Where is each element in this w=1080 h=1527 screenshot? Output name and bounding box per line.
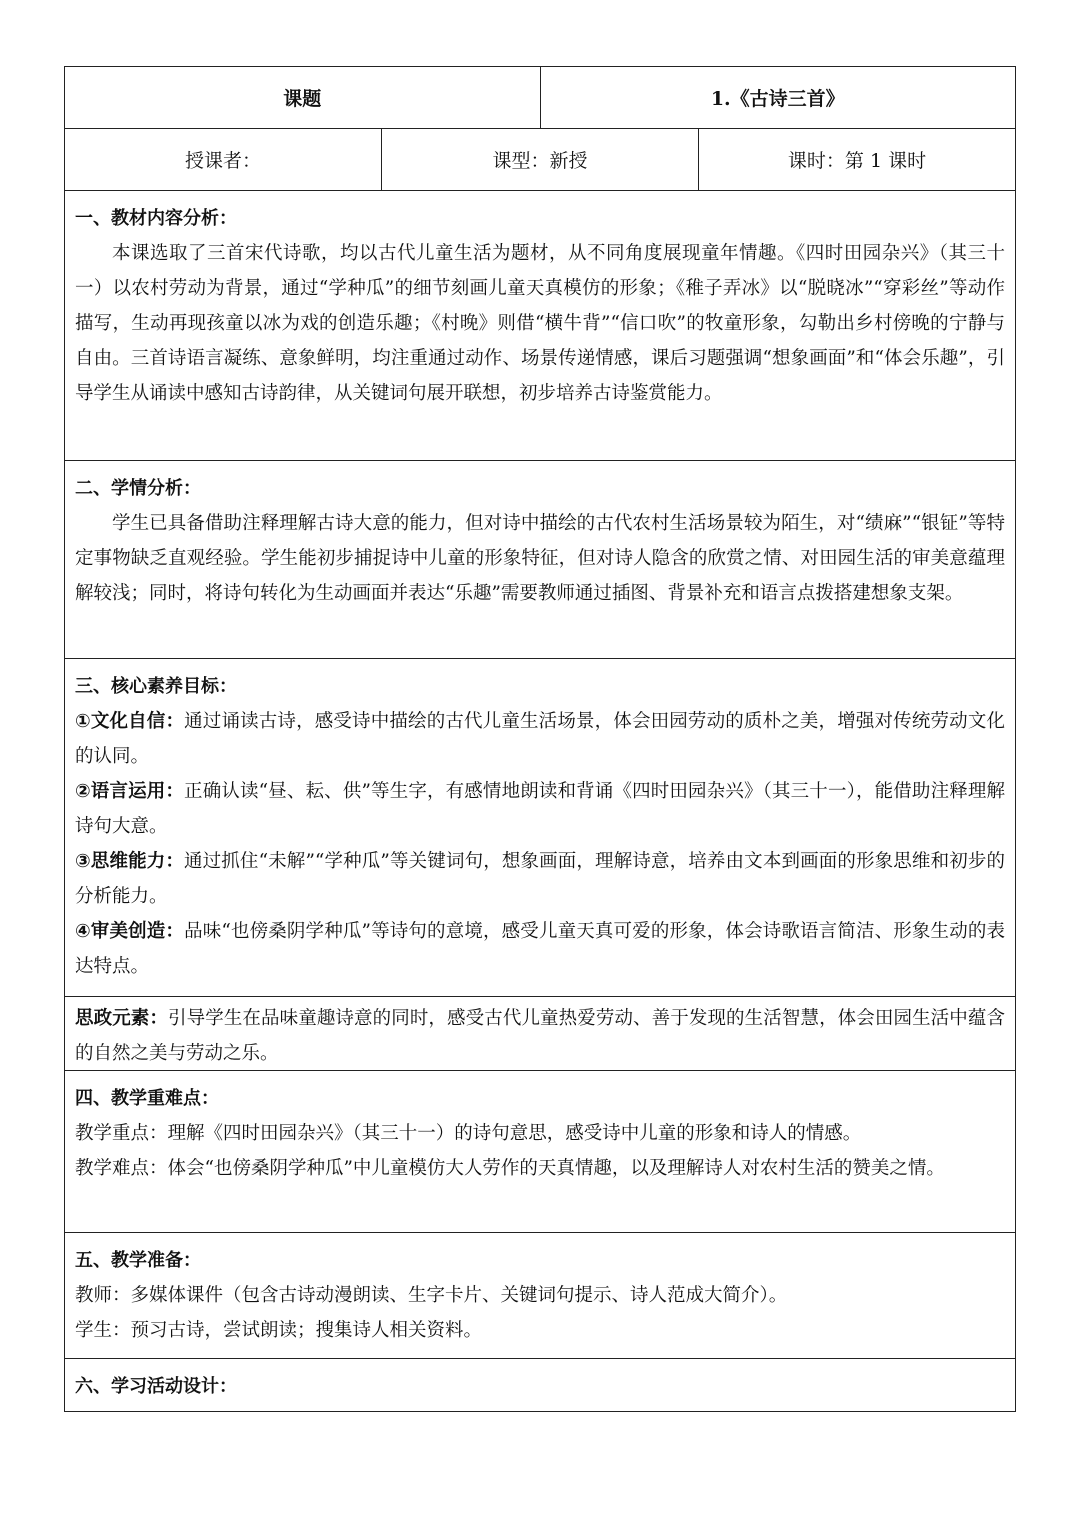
goal-text: 通过诵读古诗，感受诗中描绘的古代儿童生活场景，体会田园劳动的质朴之美，增强对传统劳动文化的认同。	[75, 711, 1005, 767]
goal-text: 通过抓住“未解”“学种瓜”等关键词句，想象画面，理解诗意，培养由文本到画面的形象思维和初步的分析能力。	[75, 851, 1005, 907]
section-title: 三、核心素养目标：	[75, 676, 237, 697]
goal-label: ①文化自信：	[75, 711, 185, 732]
section-title: 二、学情分析：	[75, 478, 201, 499]
lesson-period: 课时：第 1 课时	[698, 129, 1015, 190]
topic-value: 1.《古诗三首》	[540, 67, 1016, 128]
section-core-goals	[65, 659, 1015, 997]
section-student-analysis	[65, 461, 1015, 659]
goal-item	[75, 844, 1005, 914]
section-text: 本课选取了三首宋代诗歌，均以古代儿童生活为题材，从不同角度展现童年情趣。《四时田园杂兴》（其三十一）以农村劳动为背景，通过“学种瓜”的细节刻画儿童天真模仿的形象；《稚子弄冰》以“脱晓冰”“穿彩丝”等动作描写，生动再现孩童以冰为戏的创造乐趣；《村晚》则借“横牛背”“信口吹”的牧童形象，勾勒出乡村傍晚的宁静与自由。三首诗语言凝练、意象鲜明，均注重通过动作、场景传递情感，课后习题强调“想象画面”和“体会乐趣”，引导学生从诵读中感知古诗韵律，从关键词句展开联想，初步培养古诗鉴赏能力。	[75, 243, 1005, 404]
section-text: 学生已具备借助注释理解古诗大意的能力，但对诗中描绘的古代农村生活场景较为陌生，对“绩麻”“银钲”等特定事物缺乏直观经验。学生能初步捕捉诗中儿童的形象特征，但对诗人隐含的欣赏之情、对田园生活的审美意蕴理解较浅；同时，将诗句转化为生动画面并表达“乐趣”需要教师通过插图、背景补充和语言点拨搭建想象支架。	[75, 513, 1005, 604]
ideological-line	[75, 1001, 1005, 1071]
topic-row	[65, 67, 1015, 129]
section-preparation	[65, 1233, 1015, 1359]
section-key-points	[65, 1071, 1015, 1233]
section-title: 四、教学重难点：	[75, 1088, 219, 1109]
ideological-label: 思政元素：	[75, 1008, 169, 1029]
section-material-analysis	[65, 191, 1015, 461]
goal-item	[75, 704, 1005, 774]
teacher-prep: 教师：多媒体课件（包含古诗动漫朗读、生字卡片、关键词句提示、诗人范成大简介）。	[75, 1285, 788, 1306]
goal-text: 正确认读“昼、耘、供”等生字，有感情地朗读和背诵《四时田园杂兴》（其三十一），能借助注释理解诗句大意。	[75, 781, 1006, 837]
ideological-text: 引导学生在品味童趣诗意的同时，感受古代儿童热爱劳动、善于发现的生活智慧，体会田园生活中蕴含的自然之美与劳动之乐。	[75, 1008, 1005, 1064]
section-activity-design	[65, 1359, 1015, 1411]
goal-label: ③思维能力：	[75, 851, 185, 872]
goal-item	[75, 914, 1005, 984]
goal-label: ②语言运用：	[75, 781, 185, 802]
section-ideological-elements	[65, 997, 1015, 1071]
section-title: 一、教材内容分析：	[75, 208, 237, 229]
teacher-label: 授课者：	[184, 150, 261, 172]
goal-item	[75, 774, 1005, 844]
section-title: 五、教学准备：	[75, 1250, 201, 1271]
topic-label: 课题	[283, 88, 322, 110]
student-prep: 学生：预习古诗，尝试朗读；搜集诗人相关资料。	[75, 1320, 483, 1341]
section-title: 六、学习活动设计：	[75, 1376, 237, 1397]
key-point: 教学重点：理解《四时田园杂兴》（其三十一）的诗句意思，感受诗中儿童的形象和诗人的情感。	[75, 1123, 862, 1144]
difficult-point: 教学难点：体会“也傍桑阴学种瓜”中儿童模仿大人劳作的天真情趣，以及理解诗人对农村生活的赞美之情。	[75, 1158, 945, 1179]
info-row	[65, 129, 1015, 191]
lesson-type: 课型：新授	[381, 129, 698, 190]
lesson-plan-table	[64, 66, 1016, 1412]
goal-text: 品味“也傍桑阴学种瓜”等诗句的意境，感受儿童天真可爱的形象，体会诗歌语言简洁、形象生动的表达特点。	[75, 921, 1005, 977]
goal-label: ④审美创造：	[75, 921, 185, 942]
